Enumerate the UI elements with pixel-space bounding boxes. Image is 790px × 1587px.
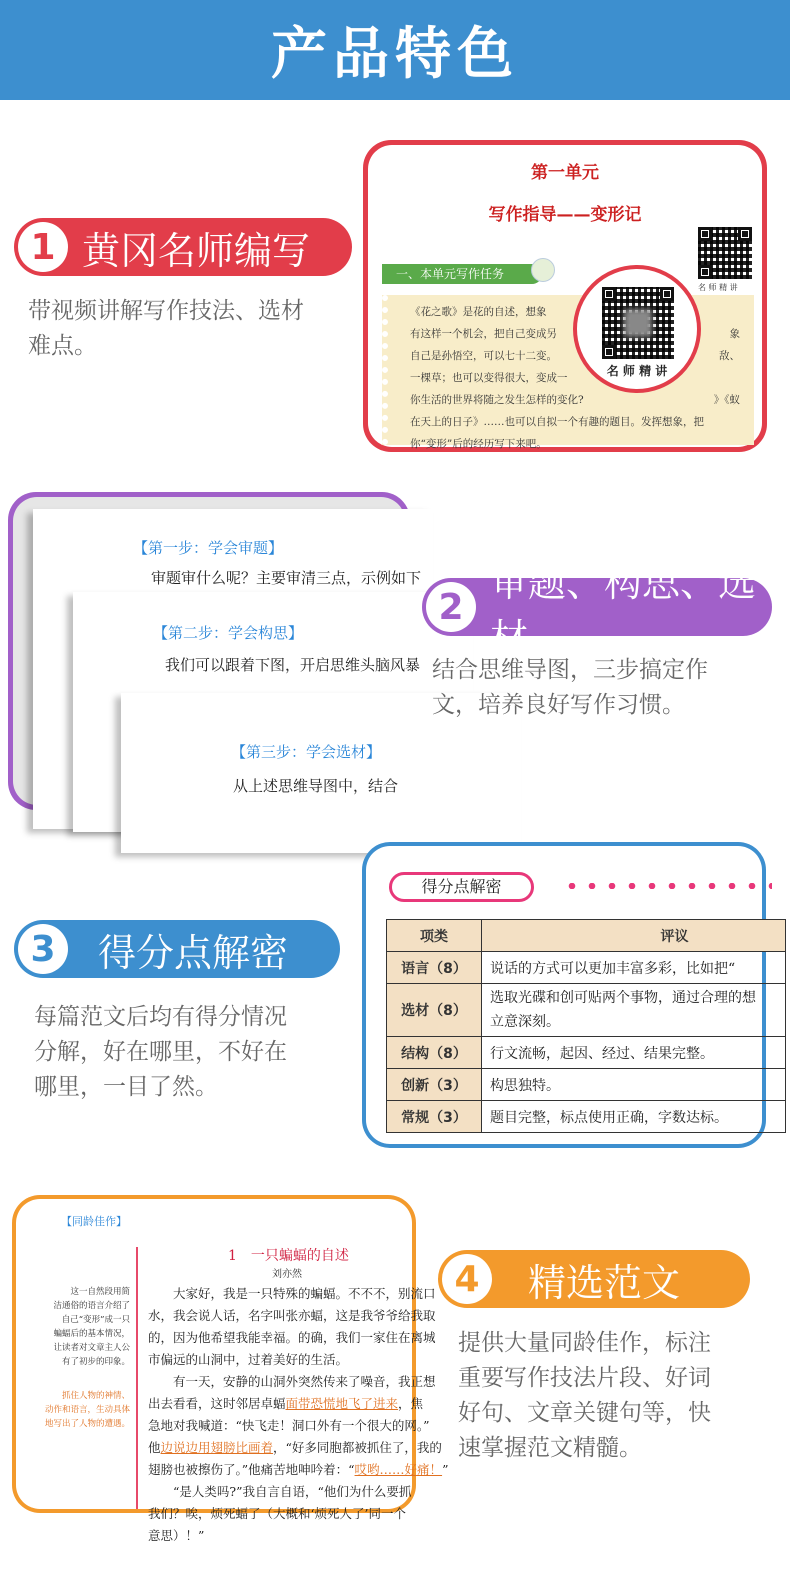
feature-1-number: 1 (18, 222, 68, 272)
essay-line: 有一天，安静的山洞外突然传来了噪音，我正想 (173, 1374, 436, 1389)
row-comment: 题目完整，标点使用正确，字数达标。 (482, 1101, 786, 1133)
step-3-title: 【第三步：学会选材】 (231, 743, 382, 761)
side-note-line: 让读者对文章主人公 (53, 1343, 130, 1353)
page-title: 产品特色 (271, 22, 519, 87)
essay-line: 的，因为他希望我能幸福。的确，我们一家住在离城 (148, 1330, 436, 1345)
feature-1-title: 黄冈名师编写 (82, 228, 311, 273)
score-section-label: 得分点解密 (389, 872, 534, 902)
row-category: 创新（3） (387, 1069, 482, 1101)
feature-2-title: 审题、构思、选材 (490, 561, 757, 660)
task-line-right: 》《蚁 (713, 394, 740, 406)
desc-line: 难点。 (28, 333, 97, 359)
feature-4-number: 4 (442, 1254, 492, 1304)
task-label: 一、本单元写作任务 (382, 264, 542, 284)
side-note-1 (36, 1285, 130, 1369)
desc-line: 提供大量同龄佳作，标注 (458, 1330, 711, 1356)
essay-line: 大家好，我是一只特殊的蝙蝠。不不不，别流口 (173, 1286, 436, 1301)
header-comment: 评议 (482, 920, 786, 952)
row-comment-line: 选取光碟和创可贴两个事物，通过合理的想 (490, 990, 756, 1006)
step-1-body: 审题审什么呢？主要审清三点，示例如下 (151, 569, 422, 587)
essay-title: 1 一只蝙蝠的自述 (228, 1248, 349, 1264)
task-line: 你生活的世界将随之发生怎样的变化? (410, 394, 584, 406)
side-note-line: 地写出了人物的遭遇。 (44, 1419, 130, 1429)
side-note-line: 蝙蝠后的基本情况， (53, 1329, 130, 1339)
desc-line: 结合思维导图，三步搞定作 (432, 657, 708, 683)
feature-1-desc (28, 294, 304, 364)
desc-line: 分解，好在哪里，不好在 (34, 1039, 287, 1065)
feature-2-number: 2 (426, 582, 476, 632)
score-table (386, 919, 786, 1133)
row-comment: 行文流畅，起因、经过、结果完整。 (482, 1037, 786, 1069)
task-line-right: 敌、 (719, 350, 740, 362)
margin-line (136, 1247, 138, 1509)
side-note-line: 抓住人物的神情、 (61, 1391, 130, 1401)
feature-3-card (362, 842, 766, 1148)
peer-essay-tag: 【同龄佳作】 (61, 1215, 127, 1228)
desc-line: 每篇范文后均有得分情况 (34, 1004, 287, 1030)
essay-body (148, 1283, 449, 1547)
highlight-phrase: 边说边用翅膀比画着 (160, 1440, 274, 1455)
row-category: 结构（8） (387, 1037, 482, 1069)
essay-line: 急地对我喊道：“快飞走！洞口外有一个很大的网。” (148, 1418, 430, 1433)
table-row (387, 1037, 786, 1069)
task-line: 有这样一个机会，把自己变成另 (410, 328, 557, 340)
feature-4-pill (438, 1250, 750, 1308)
table-row (387, 952, 786, 984)
row-comment: 构思独特。 (482, 1069, 786, 1101)
task-line: 《花之歌》是花的自述，想象 (410, 306, 547, 318)
task-line: 自己是孙悟空，可以七十二变。 (410, 350, 557, 362)
desc-line: 重要写作技法片段、好词 (458, 1365, 711, 1391)
table-row (387, 1101, 786, 1133)
feature-2-pill (422, 561, 772, 660)
header-category: 项类 (387, 920, 482, 952)
feature-2-card (8, 492, 422, 810)
feature-1-card (363, 140, 767, 452)
feature-4-desc (458, 1326, 711, 1466)
essay-author: 刘亦然 (272, 1269, 302, 1280)
table-row (387, 984, 786, 1037)
feature-3-title: 得分点解密 (98, 930, 289, 975)
task-line: 你“变形”后的经历写下来吧。 (410, 438, 547, 450)
sheep-icon (531, 258, 555, 282)
row-category: 常规（3） (387, 1101, 482, 1133)
feature-2-desc (432, 653, 708, 723)
feature-4-card (12, 1195, 449, 1543)
row-category: 选材（8） (387, 984, 482, 1037)
feature-3-pill (14, 920, 340, 978)
task-line-right: 象 (729, 328, 740, 340)
step-2-body: 我们可以跟着下图，开启思维头脑风暴 (165, 656, 421, 674)
feature-4-title: 精选范文 (528, 1260, 681, 1305)
essay-line: 他边说边用翅膀比画着，“好多同胞都被抓住了，我的 (148, 1440, 442, 1455)
essay-line: 水，我会说人话，名字叫张亦蝠，这是我爷爷给我取 (148, 1308, 436, 1323)
essay-line: 我们？唉，烦死蝠了（大概和‘烦死人了’同一个 (148, 1506, 406, 1521)
essay-line: 市偏远的山洞中，过着美好的生活。 (148, 1352, 349, 1367)
step-3-body: 从上述思维导图中，结合 (233, 777, 399, 795)
desc-line: 好句、文章关键句等，快 (458, 1400, 711, 1426)
step-2-title: 【第二步：学会构思】 (153, 624, 304, 642)
side-note-line: 自己“变形”成一只 (61, 1315, 130, 1325)
page-header (0, 0, 790, 100)
side-note-line: 有了初步的印象。 (61, 1357, 130, 1367)
unit-title: 第一单元 (531, 163, 599, 183)
qr-large-label: 名 师 精 讲 (606, 364, 668, 378)
feature-3-desc (34, 1000, 287, 1105)
essay-line: “是人类吗?”我自言自语，“他们为什么要抓 (173, 1484, 412, 1499)
highlight-phrase: 哎哟……好痛！ (354, 1462, 443, 1477)
desc-line: 文，培养良好写作习惯。 (432, 692, 685, 718)
essay-line: 翅膀也被擦伤了。”他痛苦地呻吟着：“哎哟……好痛！” (148, 1462, 449, 1477)
side-note-line: 这一自然段用简 (70, 1287, 130, 1297)
guide-title: 写作指导——变形记 (488, 205, 642, 225)
step-1-title: 【第一步：学会审题】 (133, 539, 284, 557)
desc-line: 哪里，一目了然。 (34, 1074, 218, 1100)
desc-line: 速掌握范文精髓。 (458, 1435, 642, 1461)
row-category: 语言（8） (387, 952, 482, 984)
desc-line: 带视频讲解写作技法、选材 (28, 298, 304, 324)
table-header-row (387, 920, 786, 952)
qr-code-large-icon[interactable] (573, 265, 701, 393)
qr-small-label: 名 师 精 讲 (698, 283, 738, 292)
row-comment-line: 立意深刻。 (490, 1014, 560, 1030)
side-note-line: 动作和语言，生动具体 (44, 1405, 130, 1415)
row-comment (482, 984, 786, 1037)
essay-line: 出去看看，这时邻居卓蝠面带恐慌地飞了进来，焦 (148, 1396, 424, 1411)
feature-1-pill (14, 218, 352, 276)
side-note-line: 洁通俗的语言介绍了 (53, 1301, 130, 1311)
essay-line: 意思）！” (148, 1528, 205, 1543)
feature-3-number: 3 (18, 924, 68, 974)
highlight-phrase: 面带恐慌地飞了进来 (285, 1396, 399, 1411)
task-line: 一棵草；也可以变得很大，变成一 (410, 372, 568, 384)
table-row (387, 1069, 786, 1101)
row-comment: 说话的方式可以更加丰富多彩，比如把“ (482, 952, 786, 984)
task-line: 在天上的日子》……也可以自拟一个有趣的题目。发挥想象，把 (410, 416, 704, 428)
side-note-2 (36, 1389, 130, 1431)
dotted-divider (562, 883, 772, 889)
qr-code-small-icon (698, 227, 752, 279)
